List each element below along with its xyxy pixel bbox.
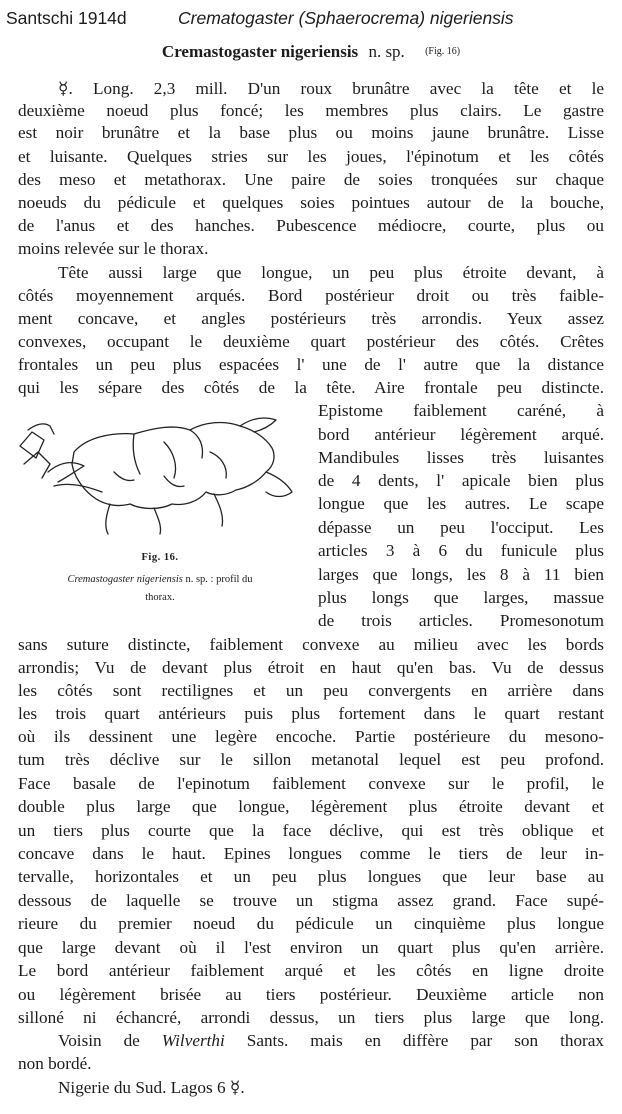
text-line: les trois quart antérieurs puis plus fortement dans le quart restant [18, 704, 604, 723]
text-line: qui les sépare des côtés de la tête. Aire frontale peu distincte. [18, 378, 604, 397]
text-line: Mandibules lisses très luisantes [318, 448, 604, 467]
voisin-rest: Sants. mais en diffère par son thorax [224, 1031, 604, 1050]
text-line: les côtés sont rectilignes et un peu convergents en arrière dans [18, 681, 604, 700]
text-line: de 4 dents, l' apicale bien plus [318, 471, 604, 490]
figure-caption [14, 574, 306, 585]
text-line [58, 1030, 604, 1052]
text-line: est noir brunâtre et la base plus ou moins jaune brunâtre. Lisse [18, 123, 604, 142]
text-line: convexes, occupant le deuxième quart postérieur des côtés. Crêtes [18, 332, 604, 351]
text-line: Face basale de l'epinotum faiblement convexe sur le profil, le [18, 774, 604, 793]
text-line: articles 3 à 6 du funicule plus [318, 541, 604, 560]
figure-number: Fig. 16. [141, 552, 179, 563]
text-line: ☿. Long. 2,3 mill. D'un roux brunâtre avec la tête et le [58, 79, 604, 98]
text-line: de trois articles. Promesonotum [318, 611, 604, 630]
text-line: des meso et metathorax. Une paire de soies tronquées sur chaque [18, 170, 604, 189]
text-line: bord antérieur légèrement arqué. [318, 425, 604, 444]
text-line: ment concave, et angles postérieurs très arrondis. Yeux assez [18, 309, 604, 328]
text-line: tervalle, horizontales et un peu plus longues que leur base au [18, 867, 604, 886]
text-line: où ils dessinent une legère encoche. Partie postérieure du mesono- [18, 727, 604, 746]
text-line: de l'anus et des hanches. Pubescence médiocre, courte, plus ou [18, 216, 604, 235]
text-line: larges que longs, les 8 à 11 bien [318, 565, 604, 584]
text-line: non bordé. [18, 1054, 92, 1073]
text-line: dépasse un peu l'occiput. Les [318, 518, 604, 537]
text-line: double plus large que longue, légèrement plus étroite devant et [18, 797, 604, 816]
title-nsp: n. sp. [368, 42, 405, 61]
header-species: Crematogaster (Sphaerocrema) nigeriensis [178, 8, 514, 28]
text-line: Nigerie du Sud. Lagos 6 ☿. [58, 1078, 245, 1097]
text-line: silloné ni échancré, arrondi dessus, un tiers plus large que long. [18, 1008, 604, 1027]
text-line: moins relevée sur le thorax. [18, 239, 209, 258]
title-figref: (Fig. 16) [425, 46, 461, 57]
figure-caption-italic: Cremastogaster nigeriensis [67, 574, 183, 585]
species-title [0, 42, 622, 62]
text-line: plus longs que larges, massue [318, 588, 604, 607]
thorax-profile-figure [14, 412, 304, 538]
text-line: et luisante. Quelques stries sur les joues, l'épinotum et les côtés [18, 147, 604, 166]
text-line: rieure du premier noeud du pédicule un cinquième plus longue [18, 914, 604, 933]
text-line: frontales un peu plus espacées l' une de l' autre que la distance [18, 355, 604, 374]
text-line: arrondis; Vu de devant plus étroit en haut qu'en bas. Vu de dessus [18, 658, 604, 677]
text-line: longue que les autres. Le scape [318, 494, 604, 513]
text-line: sans suture distincte, faiblement convexe au milieu avec les bords [18, 635, 604, 654]
header-author: Santschi 1914d [6, 8, 127, 28]
text-line: un tiers plus courte que la face déclive, qui est très oblique et [18, 821, 604, 840]
text-line: Tête aussi large que longue, un peu plus étroite devant, à [58, 263, 604, 282]
text-line: côtés moyennement arqués. Bord postérieur droit ou très faible- [18, 286, 604, 305]
figure-caption-rest: n. sp. : profil du [182, 574, 253, 585]
text-line: que large devant où il l'est environ un quart plus qu'en arrière. [18, 938, 604, 957]
text-line: concave dans le haut. Epines longues comme le tiers de leur in- [18, 844, 604, 863]
text-line: Le bord antérieur faiblement arqué et les côtés en ligne droite [18, 961, 604, 980]
text-line: noeuds du pédicule et quelques soies pointues autour de la bouche, [18, 193, 604, 212]
species-ref: Wilverthi [161, 1031, 225, 1050]
text-line: ou légèrement brisée au tiers postérieur. Deuxième article non [18, 985, 604, 1004]
text-line: tum très déclive sur le sillon metanotal lequel est peu profond. [18, 750, 604, 769]
text-line: deuxième noeud plus foncé; les membres plus clairs. Le gastre [18, 101, 604, 120]
voisin-text: Voisin de [58, 1031, 162, 1050]
text-line: dessous de laquelle se trouve un stigma assez grand. Face supé- [18, 891, 604, 910]
title-name: Cremastogaster nigeriensis [161, 42, 359, 61]
figure-caption-line2: thorax. [145, 592, 175, 603]
text-line: Epistome faiblement caréné, à [318, 401, 604, 420]
